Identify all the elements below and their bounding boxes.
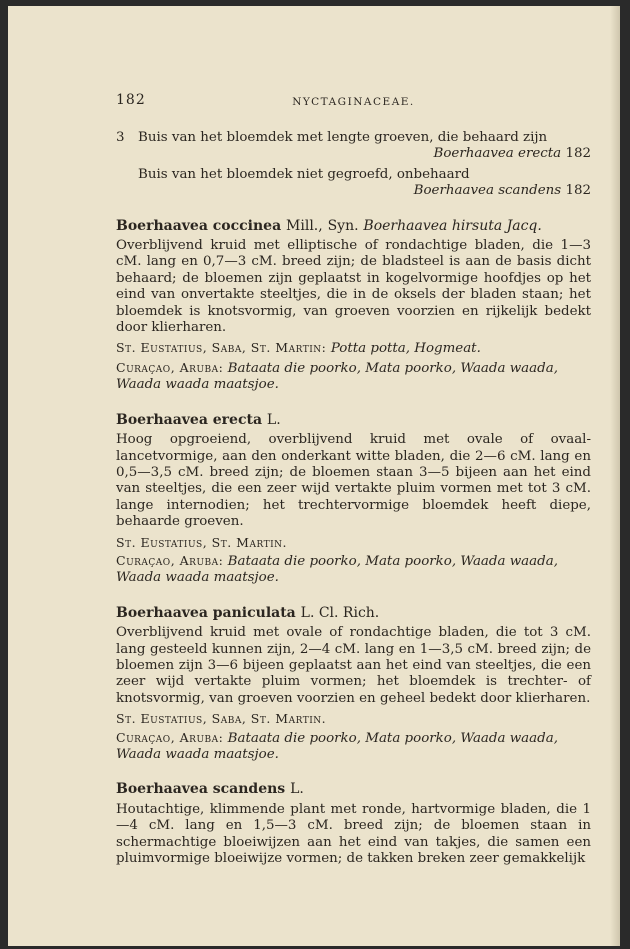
vernacular-places: Curaçao, Aruba:	[116, 359, 224, 375]
species-vernacular	[116, 730, 591, 764]
species-heading	[116, 218, 591, 234]
key-lead-result	[116, 183, 591, 199]
species-name: Boerhaavea erecta	[116, 411, 263, 428]
species-vernacular	[116, 360, 591, 394]
synonym-name: Boerhaavea hirsuta Jacq.	[363, 217, 542, 234]
distribution-places: St. Eustatius, St. Martin.	[116, 534, 287, 550]
key-couplet	[116, 130, 591, 163]
distribution-places: St. Eustatius, Saba, St. Martin.	[116, 711, 327, 727]
species-description: Overblijvend kruid met elliptische of rondachtige bladen, die 1—3 cM. lang en 0,7—3 cM. breed zijn; de bladsteel is aan de basis dicht behaard; de bloemen zijn geplaatst in kogelvormige hoofdjes op het eind van onvertakte steeltjes, die in de oksels der bladen staan; het bloemdek is knotsvormig, van groeven voorzien en rijkelijk bedekt door klierharen.	[116, 238, 591, 336]
distribution-habitat: Potta potta, Hogmeat.	[330, 341, 481, 357]
vernacular-places: Curaçao, Aruba:	[116, 552, 224, 568]
species-heading	[116, 781, 591, 797]
species-name: Boerhaavea scandens	[116, 781, 286, 798]
vernacular-places: Curaçao, Aruba:	[116, 729, 224, 745]
species-heading	[116, 605, 591, 621]
key-taxon: Boerhaavea scandens	[413, 183, 562, 199]
book-page	[8, 6, 620, 946]
page-number: 182	[116, 92, 146, 108]
synonym-label: Syn.	[327, 217, 359, 234]
distribution-places: St. Eustatius, Saba, St. Martin:	[116, 340, 327, 356]
key-lead-text: Buis van het bloemdek niet gegroefd, onbehaard	[138, 166, 470, 182]
species-name: Boerhaavea paniculata	[116, 604, 296, 621]
vernacular-names: Bataata die poorko, Mata poorko, Waada waada, Waada waada maatsjoe.	[116, 360, 558, 393]
key-taxon: Boerhaavea erecta	[433, 146, 562, 162]
key-page-ref: 182	[565, 183, 591, 199]
species-author: L.	[266, 411, 281, 428]
page-header	[116, 92, 591, 114]
species-author: Mill.,	[286, 217, 323, 234]
vernacular-names: Bataata die poorko, Mata poorko, Waada waada, Waada waada maatsjoe.	[116, 730, 558, 762]
species-description: Overblijvend kruid met ovale of rondachtige bladen, die tot 3 cM. lang gesteeld kunnen zijn, 2—4 cM. lang en 1—3,5 cM. breed zijn; de bloemen zijn 3—6 bijeen geplaatst aan het eind van steeltjes, die een zeer wijd vertakte pluim vormen; het bloemdek is trechter- of knotsvormig, van groeven voorzien en geheel bedekt door klierharen.	[116, 625, 591, 706]
vernacular-names: Bataata die poorko, Mata poorko, Waada waada, Waada waada maatsjoe.	[116, 553, 558, 586]
key-number: 3	[116, 130, 125, 145]
species-vernacular	[116, 553, 591, 587]
key-couplet	[116, 167, 591, 200]
key-lead-result	[116, 146, 591, 162]
species-distribution	[116, 711, 591, 727]
species-author: L. Cl. Rich.	[300, 604, 380, 621]
species-distribution	[116, 340, 591, 357]
species-heading	[116, 412, 591, 428]
species-name: Boerhaavea coccinea	[116, 217, 282, 234]
key-page-ref: 182	[565, 146, 591, 162]
species-description: Houtachtige, klimmende plant met ronde, hartvormige bladen, die 1—4 cM. lang en 1,5—3 cM. breed zijn; de bloemen staan in schermachtige bloeiwijzen aan het eind van takjes, die samen een pluimvormige bloeiwijze vormen; de takken breken zeer gemakkelijk	[116, 801, 591, 867]
page-content	[116, 92, 591, 867]
key-lead-text: Buis van het bloemdek met lengte groeven, die behaard zijn	[138, 130, 548, 145]
species-author: L.	[290, 781, 304, 798]
page-gutter-shadow	[610, 6, 620, 946]
species-description: Hoog opgroeiend, overblijvend kruid met ovale of ovaal-lancetvormige, aan den onderkant witte bladen, die 2—6 cM. lang en 0,5—3,5 cM. breed zijn; de bloemen staan 3—5 bijeen aan het eind van steeltjes, die een zeer wijd vertakte pluim vormen met tot 3 cM. lange internodien; het trechtervormige bloemdek heeft diepe, behaarde groeven.	[116, 432, 591, 530]
running-title: NYCTAGINACEAE.	[292, 96, 415, 108]
species-distribution	[116, 535, 591, 551]
